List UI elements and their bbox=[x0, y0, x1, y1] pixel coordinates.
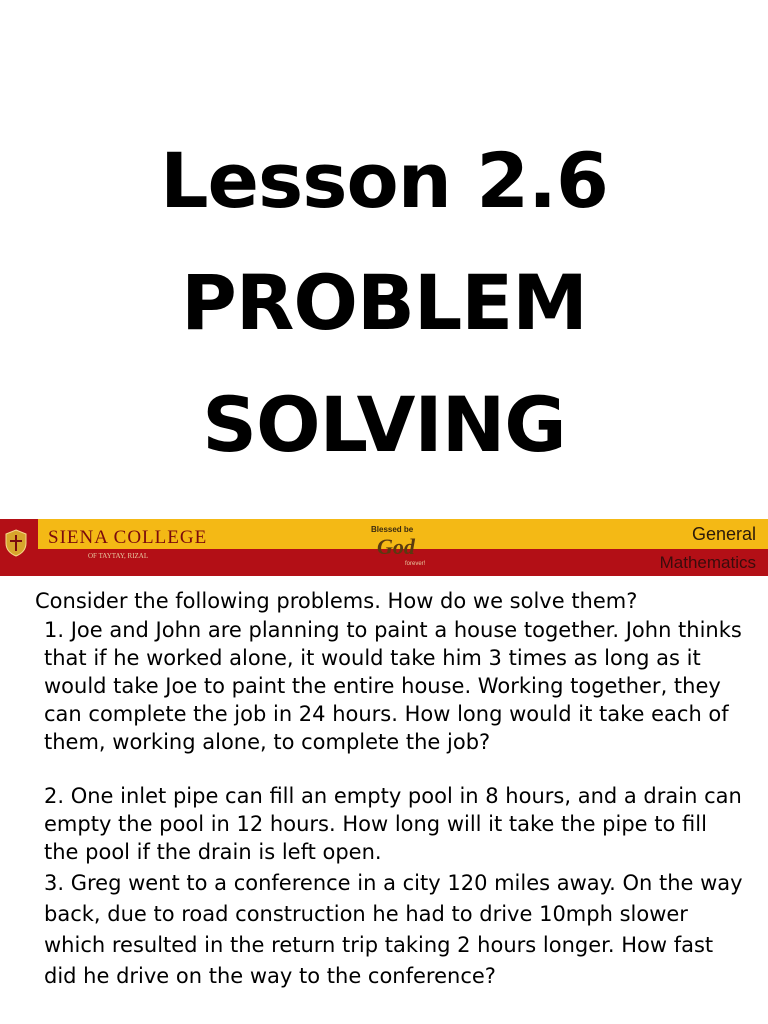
problem-number: 2. bbox=[44, 784, 71, 808]
college-subtitle: OF TAYTAY, RIZAL bbox=[88, 552, 149, 560]
motto-logo bbox=[365, 525, 435, 571]
motto-top-text: Blessed be bbox=[371, 525, 414, 534]
college-name: SIENA COLLEGE bbox=[48, 527, 208, 548]
motto-bottom-text: forever! bbox=[405, 561, 426, 567]
slide-title bbox=[0, 120, 768, 486]
problem-text: Greg went to a conference in a city 120 miles away. On the way back, due to road construction he had to drive 10mph slower which resulted in the return trip taking 2 hours longer. How fast did he drive on the way to the conference? bbox=[44, 871, 743, 988]
title-lesson: Lesson 2.6 bbox=[160, 136, 608, 225]
subject-mathematics: Mathematics bbox=[659, 553, 756, 572]
college-banner bbox=[0, 519, 768, 576]
title-problem: PROBLEM bbox=[181, 258, 587, 347]
crest-icon bbox=[5, 529, 27, 557]
problem-number: 3. bbox=[44, 871, 71, 895]
problem-text: Joe and John are planning to paint a house together. John thinks that if he worked alone, it would take him 3 times as long as it would take Joe to paint the entire house. Working together, they can complete the job in 24 hours. How long would it take each of them, working alone, to complete the job? bbox=[44, 618, 742, 754]
intro-text: Consider the following problems. How do we solve them? bbox=[35, 589, 638, 613]
title-solving: SOLVING bbox=[202, 380, 566, 469]
subject-general: General bbox=[691, 524, 756, 544]
problem-text: One inlet pipe can fill an empty pool in 8 hours, and a drain can empty the pool in 12 hours. How long will it take the pipe to fill the pool if the drain is left open. bbox=[44, 784, 742, 864]
problem-number: 1. bbox=[44, 618, 71, 642]
college-logo bbox=[0, 519, 38, 576]
motto-god-text: God bbox=[377, 534, 415, 559]
problem-1 bbox=[44, 616, 744, 756]
problem-3 bbox=[44, 868, 744, 992]
problem-2 bbox=[44, 782, 744, 866]
